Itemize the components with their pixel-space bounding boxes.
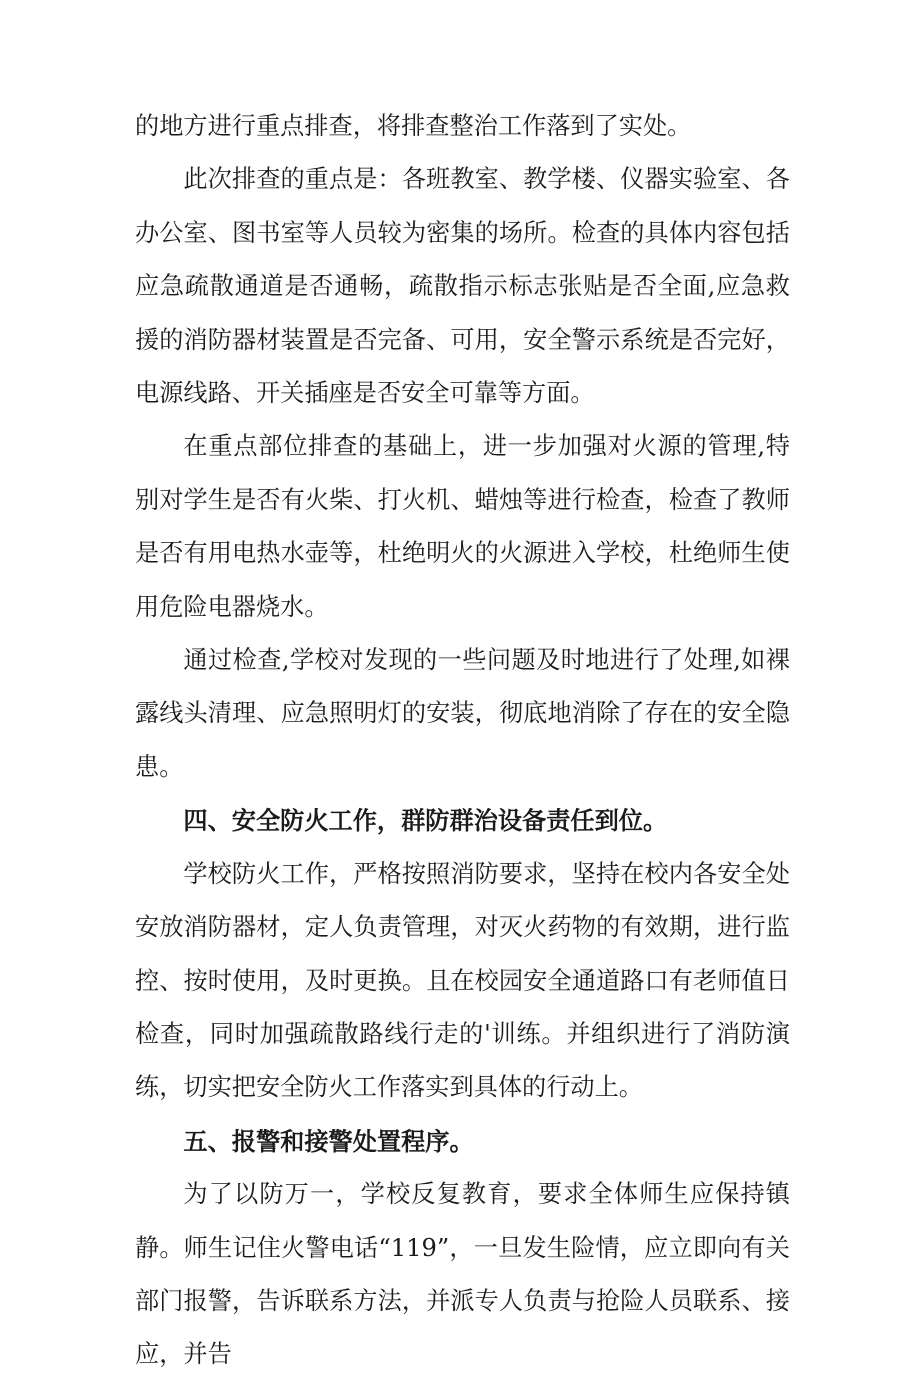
paragraph-problem-handling: 通过检查,学校对发现的一些问题及时地进行了处理,如裸露线头清理、应急照明灯的安装，彻底地消除了存在的安全隐患。 (135, 646, 790, 781)
paragraph-continuation: 的地方进行重点排查，将排查整治工作落到了实处。 (135, 112, 692, 140)
paragraph-inspection-focus: 此次排查的重点是：各班教室、教学楼、仪器实验室、各办公室、图书室等人员较为密集的场所。检查的具体内容包括应急疏散通道是否通畅，疏散指示标志张贴是否全面,应急救援的消防器材装置是否完备、可用，安全警示系统是否完好，电源线路、开关插座是否安全可靠等方面。 (135, 165, 790, 408)
section-heading-five: 五、报警和接警处置程序。 (183, 1126, 474, 1156)
paragraph-fire-prevention-work: 学校防火工作，严格按照消防要求，坚持在校内各安全处安放消防器材，定人负责管理，对灭火药物的有效期，进行监控、按时使用，及时更换。且在校园安全通道路口有老师值日检查，同时加强疏散路线行走的'训练。并组织进行了消防演练，切实把安全防火工作落实到具体的行动上。 (135, 859, 790, 1102)
document-body (135, 100, 790, 1382)
section-heading-four: 四、安全防火工作，群防群治设备责任到位。 (183, 806, 668, 836)
paragraph-alarm-procedure: 为了以防万一，学校反复教育，要求全体师生应保持镇静。师生记住火警电话“119”，一旦发生险情，应立即向有关部门报警，告诉联系方法，并派专人负责与抢险人员联系、接应，并告 (135, 1180, 790, 1369)
paragraph-fire-source-management: 在重点部位排查的基础上，进一步加强对火源的管理,特别对学生是否有火柴、打火机、蜡烛等进行检查，检查了教师是否有用电热水壶等，杜绝明火的火源进入学校，杜绝师生使用危险电器烧水。 (135, 432, 790, 621)
